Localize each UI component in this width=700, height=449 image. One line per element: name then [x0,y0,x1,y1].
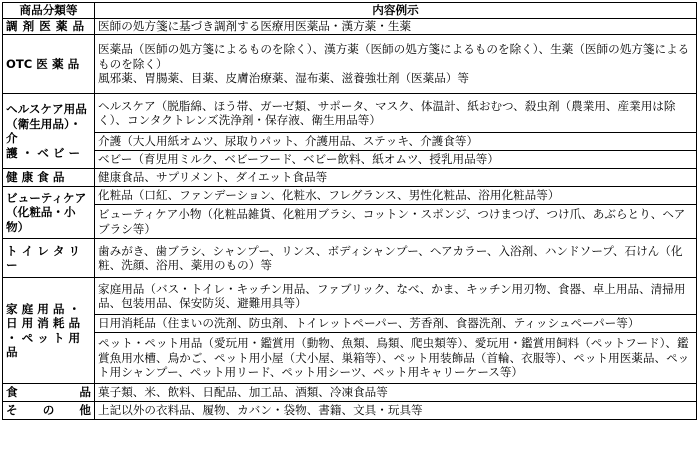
content-cell: 歯みがき、歯ブラシ、シャンプー、リンス、ボディシャンプー、ヘアカラー、入浴剤、ハンドソープ、石けん（化粧、洗顔、浴用、薬用のもの）等 [95,239,697,278]
category-cell [3,384,95,402]
category-cell [3,35,95,94]
category-label: そ の 他 [6,403,91,418]
table-row [3,151,697,169]
product-category-table [2,2,697,420]
content-cell: ビューティケア小物（化粧品雑貨、化粧用ブラシ、コットン・スポンジ、つけまつげ、つけ爪、あぶらとり、ヘアブラシ等） [95,205,697,239]
table-row [3,402,697,420]
table-row [3,239,697,278]
table-row [3,333,697,384]
table-row [3,205,697,239]
category-cell [3,278,95,384]
content-cell: 介護（大人用紙オムツ、尿取りパット、介護用品、ステッキ、介護食等） [95,133,697,151]
category-label: 家 庭 用 品 ・ 日 用 消 耗 品 ・ ペ ッ ト 用 品 [6,301,81,359]
category-label: 調 剤 医 薬 品 [6,19,85,34]
table-row [3,278,697,315]
header-content: 内容例示 [95,3,697,19]
content-cell: 家庭用品（バス・トイレ・キッチン用品、ファブリック、なべ、かま、キッチン用刃物、食器、卓上用品、清掃用品、包装用品、保安防災、避難用具等） [95,278,697,315]
content-cell: 医薬品（医師の処方箋によるものを除く）、漢方薬（医師の処方箋によるものを除く）、生薬（医師の処方箋によるものを除く） 風邪薬、胃腸薬、目薬、皮膚治療薬、湿布薬、滋養強壮剤（医薬品）等 [95,35,697,94]
table-row [3,315,697,333]
content-cell: 健康食品、サプリメント、ダイエット食品等 [95,169,697,187]
category-cell [3,19,95,35]
header-category: 商品分類等 [3,3,95,19]
category-label: ト イ レ タ リ ー [6,243,81,272]
content-cell: ベビー（育児用ミルク、ベビーフード、ベビー飲料、紙オムツ、授乳用品等） [95,151,697,169]
content-cell: ペット・ペット用品（愛玩用・鑑賞用（動物、魚類、鳥類、爬虫類等）、愛玩用・鑑賞用飼料（ペットフード）、鑑賞魚用水槽、鳥かご、ペット用小屋（犬小屋、巣箱等）、ペット用装飾品（首輪、衣服等）、ペット用医薬品、ペット用シャンプー、ペット用リード、ペット用シーツ、ペット用キャリーケース等） [95,333,697,384]
category-cell [3,94,95,169]
category-cell [3,169,95,187]
table-row [3,19,697,35]
category-label: 食 品 [6,385,91,400]
category-label: ビューティケア （化粧品・小物） [6,190,87,234]
table-header-row [3,3,697,19]
category-label: ヘルスケア用品 （衛生用品）・介 護 ・ ベ ビ ー [6,102,87,160]
category-label: OTC 医 薬 品 [6,56,80,71]
content-cell: ヘルスケア（脱脂綿、ほう帯、ガーゼ類、サポータ、マスク、体温計、紙おむつ、殺虫剤（農業用、産業用は除く）、コンタクトレンズ洗浄剤・保存液、衛生用品等） [95,94,697,133]
table-row [3,133,697,151]
category-label: 健 康 食 品 [6,170,65,185]
content-cell: 菓子類、米、飲料、日配品、加工品、酒類、冷凍食品等 [95,384,697,402]
table-row [3,169,697,187]
content-cell: 医師の処方箋に基づき調剤する医療用医薬品・漢方薬・生薬 [95,19,697,35]
content-cell: 化粧品（口紅、ファンデーション、化粧水、フレグランス、男性化粧品、浴用化粧品等） [95,187,697,205]
content-cell: 上記以外の衣料品、履物、カバン・袋物、書籍、文具・玩具等 [95,402,697,420]
table-row [3,384,697,402]
table-row [3,187,697,205]
table-row [3,35,697,94]
category-cell [3,187,95,239]
content-cell: 日用消耗品（住まいの洗剤、防虫剤、トイレットペーパー、芳香剤、食器洗剤、ティッシュペーパー等） [95,315,697,333]
category-cell [3,402,95,420]
category-cell [3,239,95,278]
table-row [3,94,697,133]
